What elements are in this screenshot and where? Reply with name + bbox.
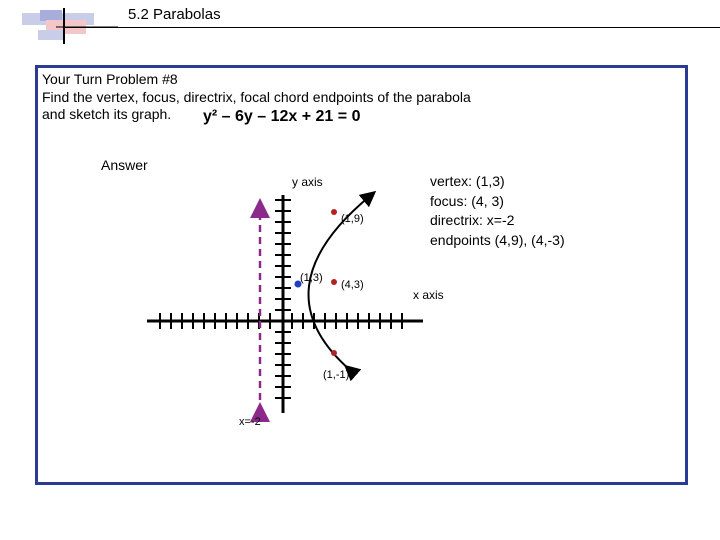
problem-instruction-line1: Find the vertex, focus, directrix, focal chord endpoints of the parabola [42, 88, 471, 105]
point-focus [331, 279, 337, 285]
result-vertex: vertex: (1,3) [430, 173, 505, 189]
problem-heading: Your Turn Problem #8 [42, 71, 178, 87]
problem-instruction-line2: and sketch its graph. [42, 106, 172, 122]
result-directrix: directrix: x=-2 [430, 212, 515, 228]
point-label-1-3: (1,3) [300, 272, 323, 284]
point-label-1-neg1: (1,-1) [323, 369, 350, 381]
result-endpoints: endpoints (4,9), (4,-3) [430, 231, 565, 248]
slide-title: 5.2 Parabolas [128, 6, 221, 23]
directrix-label: x=-2 [239, 416, 261, 428]
result-focus: focus: (4, 3) [430, 192, 504, 209]
point-label-1-9: (1,9) [341, 213, 364, 225]
point-focal-top [331, 209, 337, 215]
x-axis-label: x axis [413, 288, 444, 302]
y-axis-label: y axis [292, 175, 323, 189]
point-label-4-3: (4,3) [341, 279, 364, 291]
problem-equation: y² – 6y – 12x + 21 = 0 [203, 108, 361, 125]
point-focal-bottom [331, 350, 337, 356]
x-axis [147, 313, 423, 329]
answer-label: Answer [101, 157, 148, 173]
y-axis [275, 195, 291, 413]
